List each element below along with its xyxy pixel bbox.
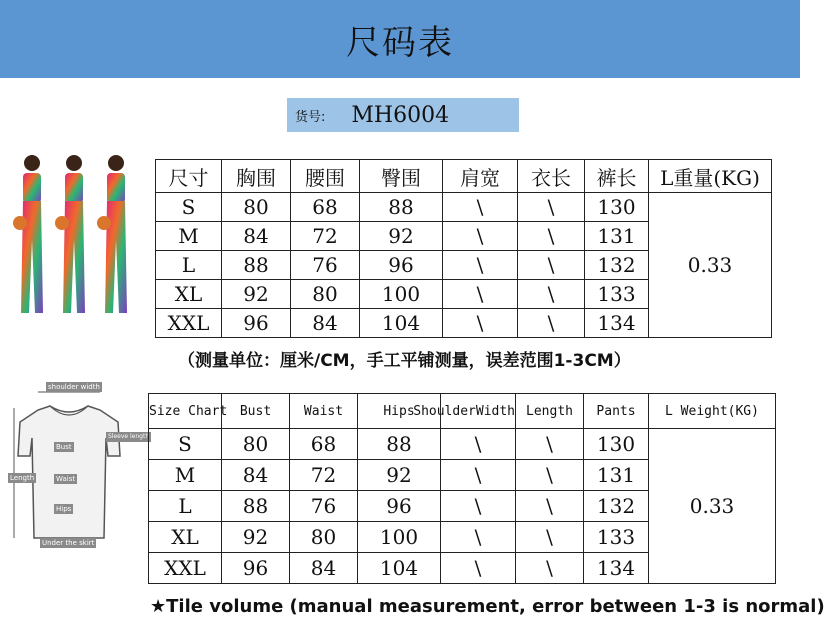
label-hips: Hips — [56, 505, 72, 513]
cell-hips: 92 — [358, 460, 441, 491]
header-weight: L重量(KG) — [649, 160, 772, 193]
sku-bar — [287, 98, 519, 132]
cell-weight: 0.33 — [649, 429, 776, 584]
cell-bust: 84 — [222, 460, 290, 491]
cell-hips: 88 — [358, 429, 441, 460]
measurement-note-en: ★Tile volume (manual measurement, error between 1-3 is normal) — [150, 596, 825, 617]
sku-value: MH6004 — [351, 102, 450, 128]
cell-pants: 130 — [585, 193, 649, 222]
cell-pants: 131 — [585, 222, 649, 251]
cell-hips: 104 — [358, 553, 441, 584]
label-bust: Bust — [56, 443, 72, 451]
label-shoulder: shoulder width — [48, 383, 100, 391]
cell-pants: 133 — [585, 280, 649, 309]
header-bust: Bust — [222, 394, 290, 429]
cell-bust: 84 — [222, 222, 291, 251]
cell-size: XXL — [156, 309, 222, 338]
sku-label: 货号: — [295, 109, 326, 125]
cell-size: XL — [156, 280, 222, 309]
measurement-diagram — [8, 378, 150, 550]
cell-pants: 133 — [584, 522, 649, 553]
cell-shoulder: \ — [441, 460, 516, 491]
cell-waist: 84 — [290, 553, 358, 584]
cell-shoulder: \ — [441, 429, 516, 460]
cell-hips: 104 — [360, 309, 443, 338]
size-table-en — [148, 393, 776, 584]
size-table-cn — [155, 159, 772, 338]
cell-pants: 132 — [585, 251, 649, 280]
cell-shoulder: \ — [441, 491, 516, 522]
header-length: Length — [516, 394, 584, 429]
cell-length: \ — [516, 553, 584, 584]
cell-hips: 92 — [360, 222, 443, 251]
cell-length: \ — [518, 251, 585, 280]
cell-bust: 96 — [222, 553, 290, 584]
page-title: 尺码表 — [346, 22, 454, 63]
label-waist: Waist — [56, 475, 76, 483]
header-hips: Hips — [358, 394, 441, 429]
header-hips: 臀围 — [360, 160, 443, 193]
cell-waist: 76 — [291, 251, 360, 280]
header-waist: 腰围 — [291, 160, 360, 193]
cell-bust: 80 — [222, 429, 290, 460]
cell-waist: 68 — [290, 429, 358, 460]
cell-hips: 100 — [360, 280, 443, 309]
cell-waist: 76 — [290, 491, 358, 522]
cell-hips: 88 — [360, 193, 443, 222]
cell-length: \ — [516, 460, 584, 491]
header-size: Size Chart — [149, 394, 222, 429]
cell-waist: 72 — [290, 460, 358, 491]
cell-size: S — [156, 193, 222, 222]
cell-bust: 80 — [222, 193, 291, 222]
model-figure — [13, 155, 43, 313]
cell-bust: 88 — [222, 251, 291, 280]
cell-shoulder: \ — [443, 222, 518, 251]
header-length: 衣长 — [518, 160, 585, 193]
cell-length: \ — [518, 222, 585, 251]
header-bust: 胸围 — [222, 160, 291, 193]
table-row — [149, 429, 776, 460]
cell-pants: 131 — [584, 460, 649, 491]
table-row — [156, 193, 772, 222]
cell-pants: 134 — [584, 553, 649, 584]
cell-length: \ — [518, 193, 585, 222]
cell-shoulder: \ — [441, 553, 516, 584]
label-sleeve: Sleeve length — [108, 433, 150, 440]
cell-waist: 72 — [291, 222, 360, 251]
cell-waist: 80 — [291, 280, 360, 309]
header-size: 尺寸 — [156, 160, 222, 193]
cell-shoulder: \ — [443, 309, 518, 338]
header-pants: 裤长 — [585, 160, 649, 193]
header-weight: L Weight(KG) — [649, 394, 776, 429]
cell-waist: 68 — [291, 193, 360, 222]
header-shoulder: 肩宽 — [443, 160, 518, 193]
cell-hips: 96 — [358, 491, 441, 522]
measurement-note-cn: （测量单位：厘米/CM，手工平铺测量，误差范围1-3CM） — [178, 351, 631, 371]
header-shoulder: ShoulderWidth — [441, 394, 516, 429]
cell-size: M — [156, 222, 222, 251]
cell-waist: 84 — [291, 309, 360, 338]
cell-weight: 0.33 — [649, 193, 772, 338]
cell-size: L — [149, 491, 222, 522]
dress-outline-icon — [8, 378, 128, 550]
cell-bust: 92 — [222, 280, 291, 309]
cell-waist: 80 — [290, 522, 358, 553]
label-length: Length — [10, 474, 35, 482]
cell-size: L — [156, 251, 222, 280]
cell-bust: 92 — [222, 522, 290, 553]
cell-size: S — [149, 429, 222, 460]
product-photo — [10, 145, 138, 320]
cell-size: XXL — [149, 553, 222, 584]
cell-length: \ — [516, 522, 584, 553]
header-waist: Waist — [290, 394, 358, 429]
cell-shoulder: \ — [443, 193, 518, 222]
title-banner — [0, 0, 800, 78]
cell-length: \ — [518, 280, 585, 309]
model-figure — [97, 155, 127, 313]
cell-pants: 134 — [585, 309, 649, 338]
cell-hips: 100 — [358, 522, 441, 553]
cell-length: \ — [516, 429, 584, 460]
cell-pants: 132 — [584, 491, 649, 522]
cell-hips: 96 — [360, 251, 443, 280]
cell-size: XL — [149, 522, 222, 553]
label-under-skirt: Under the skirt — [42, 539, 95, 547]
cell-length: \ — [516, 491, 584, 522]
model-figure — [55, 155, 85, 313]
cell-size: M — [149, 460, 222, 491]
header-pants: Pants — [584, 394, 649, 429]
cell-length: \ — [518, 309, 585, 338]
cell-pants: 130 — [584, 429, 649, 460]
cell-shoulder: \ — [443, 251, 518, 280]
cell-bust: 96 — [222, 309, 291, 338]
cell-shoulder: \ — [441, 522, 516, 553]
cell-bust: 88 — [222, 491, 290, 522]
cell-shoulder: \ — [443, 280, 518, 309]
